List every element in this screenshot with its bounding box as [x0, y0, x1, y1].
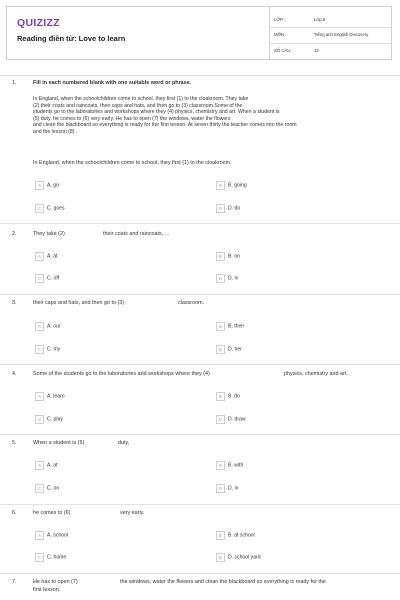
question-stem: In England, when the schoolchildren come to school, they first (1) to the cloakroom.: [33, 160, 232, 166]
meta-divider: [269, 27, 391, 28]
question-stem: When a student is (5): [33, 440, 85, 446]
option-label: A. school: [47, 532, 68, 539]
question-stem: They take (2): [33, 231, 65, 237]
option-d[interactable]: [216, 415, 246, 424]
reading-passage: [33, 96, 390, 136]
question-stem: Some of the students go to the laboratories and workshops where they (4): [33, 371, 210, 377]
option-letter-box: D: [216, 553, 225, 562]
option-c[interactable]: [35, 274, 59, 283]
option-letter-box: B: [216, 461, 225, 470]
option-label: C. off: [47, 275, 60, 282]
option-b[interactable]: [216, 461, 243, 470]
question-stem: their caps and hats, and then go to (3): [33, 300, 125, 306]
question-stem-continuation: very early.: [120, 510, 145, 516]
question-stem-continuation: classroom.: [178, 300, 205, 306]
worksheet-title: Reading điền từ: Love to learn: [17, 34, 126, 43]
question-number: 6.: [12, 510, 17, 516]
question-divider: [0, 504, 400, 505]
option-a[interactable]: [35, 252, 57, 261]
meta-count-value: 13: [314, 48, 319, 53]
option-letter-box: B: [216, 531, 225, 540]
option-a[interactable]: [35, 392, 65, 401]
option-letter-box: B: [216, 252, 225, 261]
question-stem-continuation: the windows, water the flowers and clean the blackboard so everything is ready for the: [120, 579, 326, 585]
option-letter-box: C: [35, 274, 44, 283]
question-number: 5.: [12, 440, 17, 446]
option-a[interactable]: [35, 531, 68, 540]
option-letter-box: A: [35, 322, 44, 331]
option-b[interactable]: [216, 322, 244, 331]
question-stem-continuation: duty,: [118, 440, 130, 446]
meta-subject-value: Tiếng anh English Discovery: [314, 32, 369, 37]
option-label: A. go: [47, 182, 59, 189]
option-letter-box: D: [216, 345, 225, 354]
option-letter-box: B: [216, 392, 225, 401]
passage-line: (2) their coats and raincoats, their caps and hats, and then go to (3) classroom.Some of the: [33, 102, 243, 109]
passage-line: students go to the laboratories and workshops where they (4) physics, chemistry and art. When a student is: [33, 109, 280, 116]
option-label: B. on: [228, 253, 240, 260]
option-label: A. at: [47, 462, 58, 469]
option-label: C. my: [47, 346, 61, 353]
option-letter-box: B: [216, 181, 225, 190]
option-c[interactable]: [35, 204, 65, 213]
meta-subject-key: MÔN :: [274, 32, 287, 37]
question-divider: [0, 75, 400, 76]
passage-line: In England, when the schoolchildren come to school, they first (1) to the cloakroom. They take: [33, 96, 249, 102]
question-number: 4.: [12, 371, 17, 377]
option-d[interactable]: [216, 553, 261, 562]
option-d[interactable]: [216, 274, 238, 283]
option-label: A. learn: [47, 393, 65, 400]
question-number: 2.: [12, 231, 17, 237]
header-divider: [269, 7, 270, 59]
option-label: C. play: [47, 416, 63, 423]
option-label: B. at school: [228, 532, 255, 539]
question-instruction: Fill in each numbered blank with one suitable word or phrase.: [33, 80, 192, 86]
option-d[interactable]: [216, 204, 240, 213]
option-label: B. with: [228, 462, 244, 469]
option-letter-box: A: [35, 392, 44, 401]
option-label: C. on: [47, 485, 60, 492]
option-label: C. home: [47, 554, 67, 561]
option-label: B. going: [228, 182, 247, 189]
question-divider: [0, 573, 400, 574]
option-letter-box: A: [35, 181, 44, 190]
option-d[interactable]: [216, 484, 238, 493]
option-c[interactable]: [35, 345, 60, 354]
option-b[interactable]: [216, 181, 247, 190]
option-label: A. our: [47, 323, 61, 330]
option-letter-box: C: [35, 415, 44, 424]
option-letter-box: D: [216, 274, 225, 283]
option-label: B. do: [228, 393, 240, 400]
option-letter-box: D: [216, 204, 225, 213]
question-stem-continuation: physics, chemistry and art.: [284, 371, 348, 377]
option-label: D. in: [228, 485, 239, 492]
question-divider: [0, 294, 400, 295]
option-label: D. school yard: [228, 554, 261, 561]
question-divider: [0, 364, 400, 365]
option-letter-box: C: [35, 204, 44, 213]
meta-count-key: SỐ CÂU :: [274, 48, 293, 53]
option-letter-box: A: [35, 252, 44, 261]
quizizz-logo: QUIZIZZ: [17, 17, 60, 29]
meta-divider: [269, 43, 391, 44]
option-letter-box: C: [35, 484, 44, 493]
option-letter-box: C: [35, 553, 44, 562]
meta-class-key: LỚP :: [274, 17, 286, 22]
meta-class-value: Lớp 6: [314, 17, 326, 22]
option-letter-box: C: [35, 345, 44, 354]
option-label: D. her: [228, 346, 242, 353]
passage-line: (5) duty, he comes to (6) very early. He has to open (7) the windows, water the flowers: [33, 115, 231, 122]
option-label: C. goes: [47, 205, 65, 212]
option-d[interactable]: [216, 345, 242, 354]
option-c[interactable]: [35, 553, 66, 562]
question-number: 7.: [12, 579, 17, 585]
option-letter-box: A: [35, 531, 44, 540]
option-label: D. draw: [228, 416, 246, 423]
option-letter-box: B: [216, 322, 225, 331]
option-c[interactable]: [35, 415, 63, 424]
question-number: 1.: [12, 80, 17, 86]
question-stem-continuation: their coats and raincoats, ...: [103, 231, 170, 237]
question-number: 3.: [12, 300, 17, 306]
worksheet-header: [6, 6, 392, 60]
option-a[interactable]: [35, 322, 61, 331]
option-letter-box: D: [216, 415, 225, 424]
option-letter-box: D: [216, 484, 225, 493]
option-label: D. in: [228, 275, 239, 282]
option-b[interactable]: [216, 531, 255, 540]
passage-line: and the lesson (8) .: [33, 128, 78, 135]
passage-line: and clean the blackboard so everything is ready for the first lesson. At seven thirty the teacher comes into the room: [33, 122, 297, 129]
question-stem: He has to open (7): [33, 579, 78, 585]
question-divider: [0, 223, 400, 224]
option-b[interactable]: [216, 392, 240, 401]
option-label: B. their: [228, 323, 245, 330]
option-a[interactable]: [35, 181, 59, 190]
option-label: D. do: [228, 205, 241, 212]
question-stem-line2: first lesson.: [33, 587, 61, 593]
question-divider: [0, 434, 400, 435]
option-letter-box: A: [35, 461, 44, 470]
option-label: A. at: [47, 253, 58, 260]
question-stem: he comes to (6): [33, 510, 71, 516]
option-b[interactable]: [216, 252, 240, 261]
option-a[interactable]: [35, 461, 57, 470]
option-c[interactable]: [35, 484, 59, 493]
